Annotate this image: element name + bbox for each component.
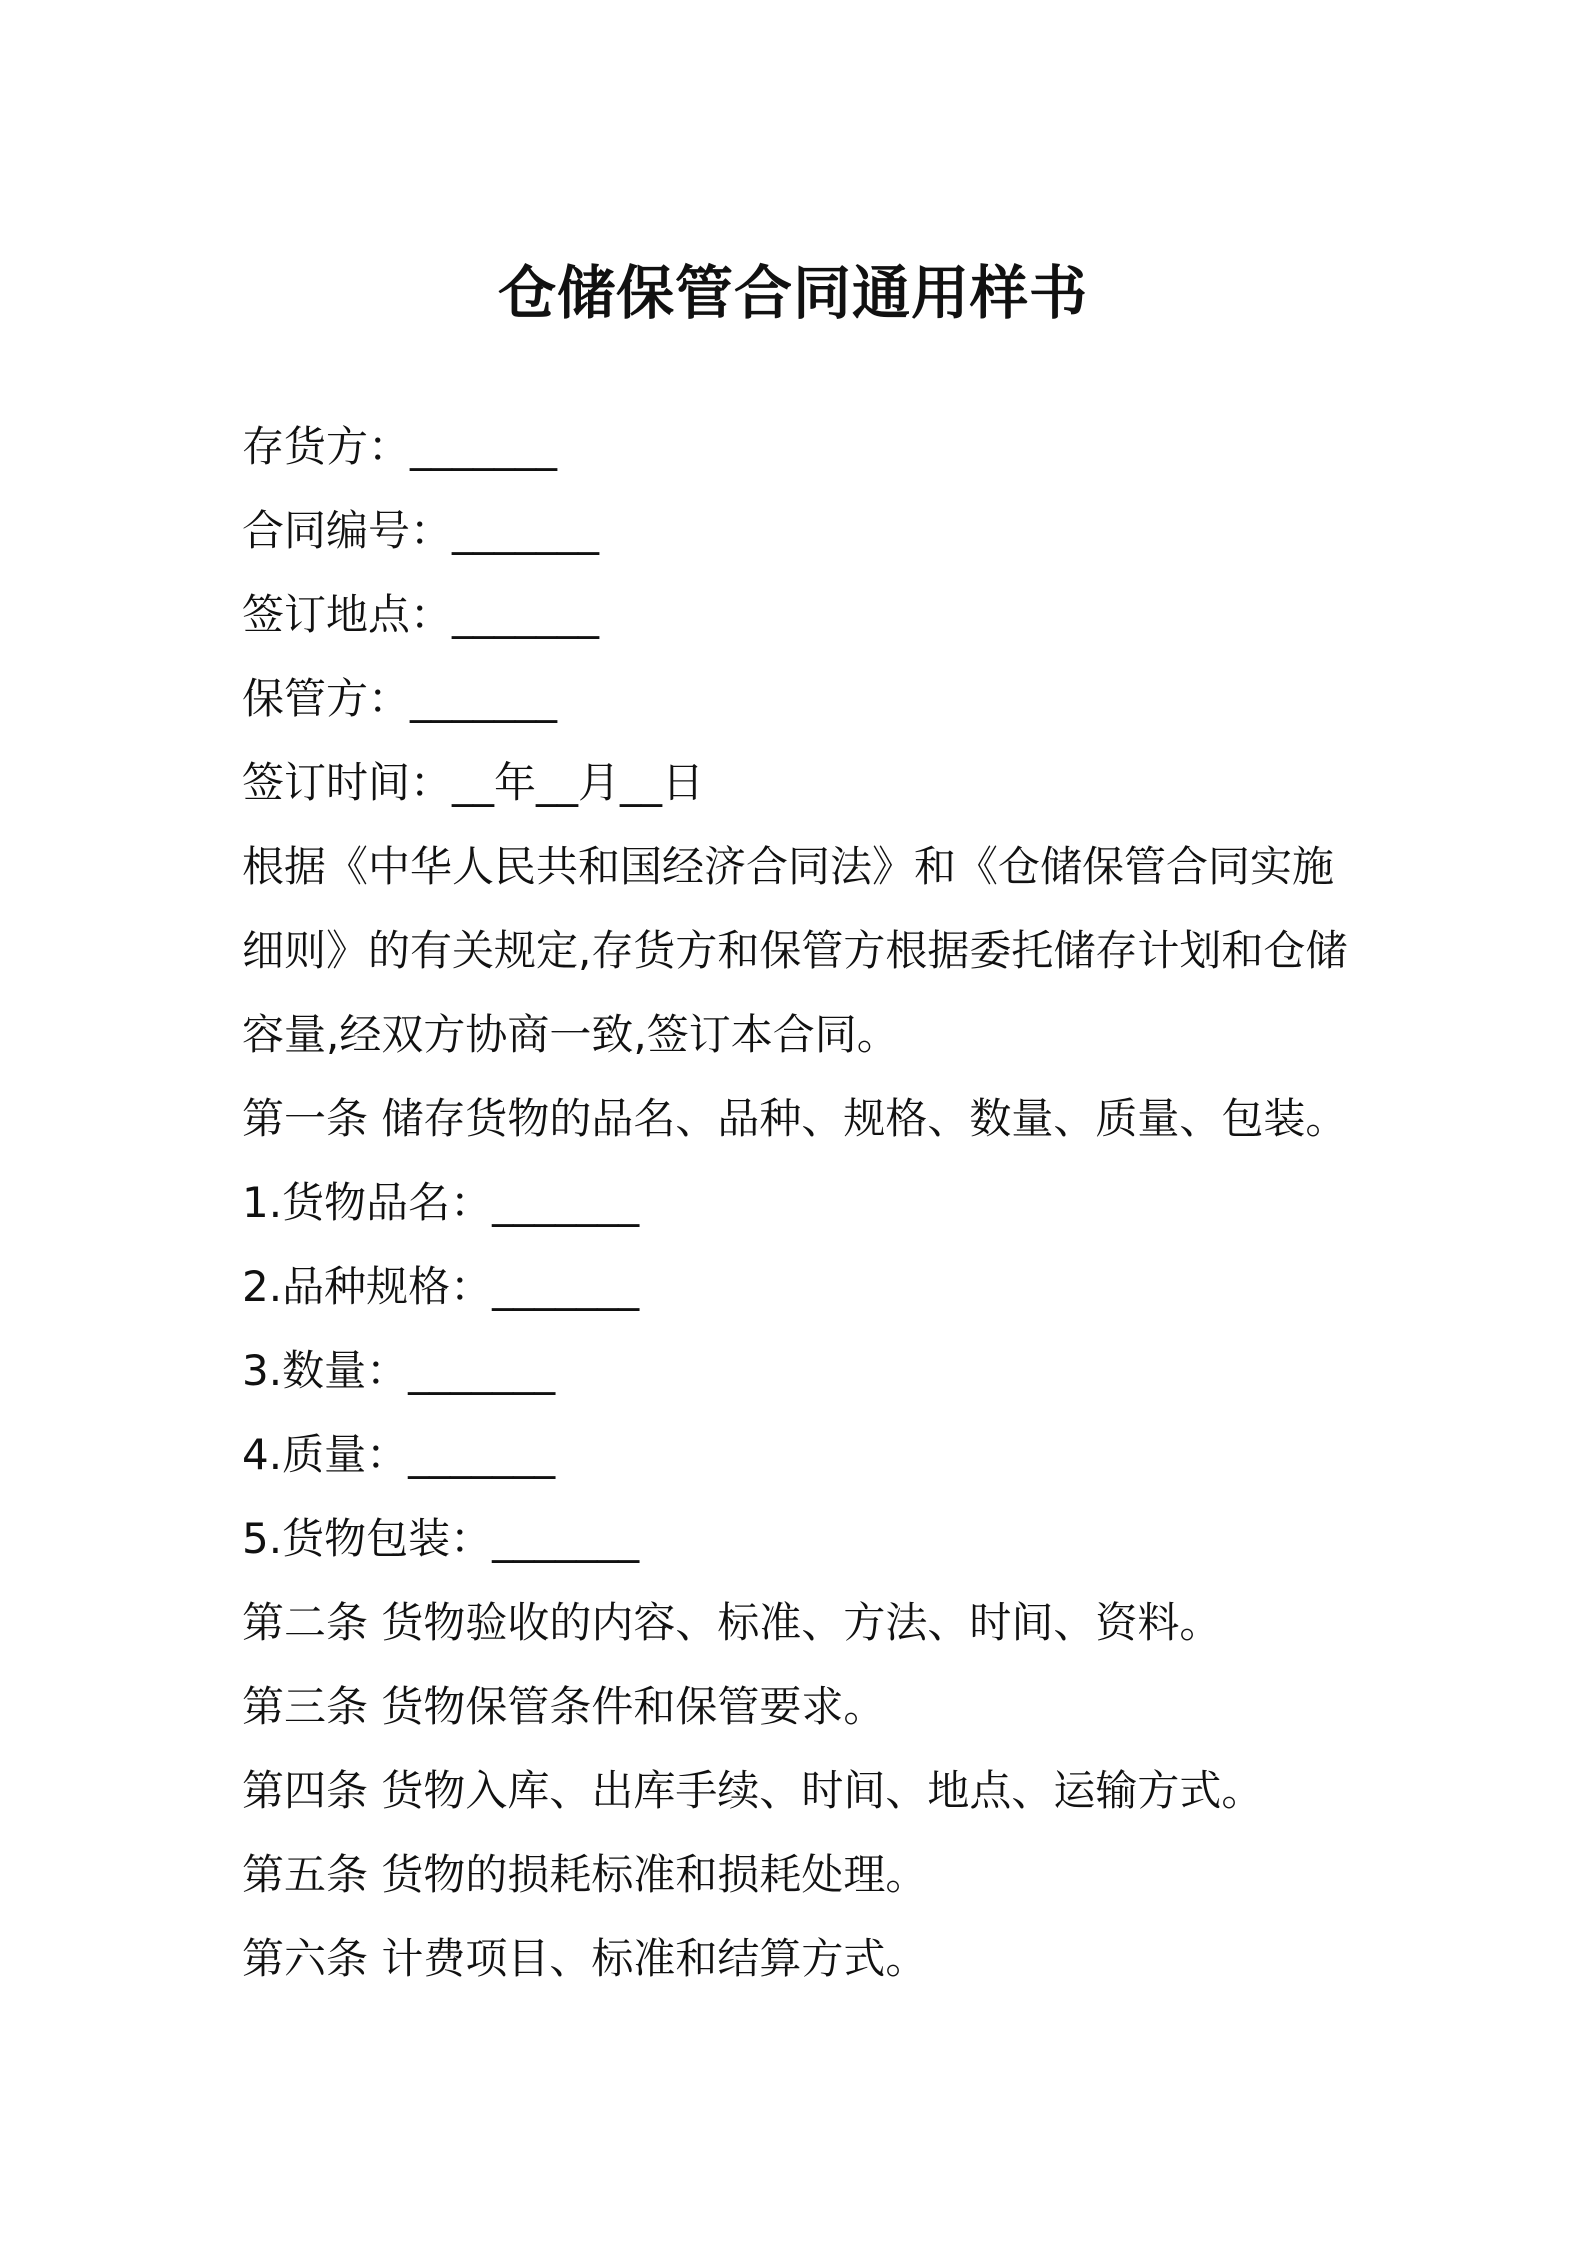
article-1-heading: 第一条 储存货物的品名、品种、规格、数量、质量、包装。 <box>242 1094 1348 1143</box>
field-signing-date: 签订时间：__年__月__日 <box>242 758 705 807</box>
article-4: 第四条 货物入库、出库手续、时间、地点、运输方式。 <box>242 1766 1264 1815</box>
article-5: 第五条 货物的损耗标准和损耗处理。 <box>242 1850 928 1899</box>
field-custodian: 保管方：_______ <box>242 674 558 723</box>
intro-line-3: 容量,经双方协商一致,签订本合同。 <box>242 1010 899 1059</box>
intro-line-2: 细则》的有关规定,存货方和保管方根据委托储存计划和仓储 <box>242 926 1348 975</box>
article-1-item-packaging: 5.货物包装：_______ <box>242 1514 640 1563</box>
article-1-item-quality: 4.质量：_______ <box>242 1430 556 1479</box>
article-1-item-spec: 2.品种规格：_______ <box>242 1262 640 1311</box>
field-depositor: 存货方：_______ <box>242 422 558 471</box>
document-title: 仓储保管合同通用样书 <box>497 259 1088 327</box>
article-6: 第六条 计费项目、标准和结算方式。 <box>242 1934 928 1983</box>
field-contract-number: 合同编号：_______ <box>242 506 600 555</box>
article-2: 第二条 货物验收的内容、标准、方法、时间、资料。 <box>242 1598 1222 1647</box>
field-signing-place: 签订地点：_______ <box>242 590 600 639</box>
article-1-item-name: 1.货物品名：_______ <box>242 1178 640 1227</box>
document-body <box>242 405 1362 2001</box>
article-1-item-quantity: 3.数量：_______ <box>242 1346 556 1395</box>
intro-line-1: 根据《中华人民共和国经济合同法》和《仓储保管合同实施 <box>242 842 1335 891</box>
article-3: 第三条 货物保管条件和保管要求。 <box>242 1682 886 1731</box>
